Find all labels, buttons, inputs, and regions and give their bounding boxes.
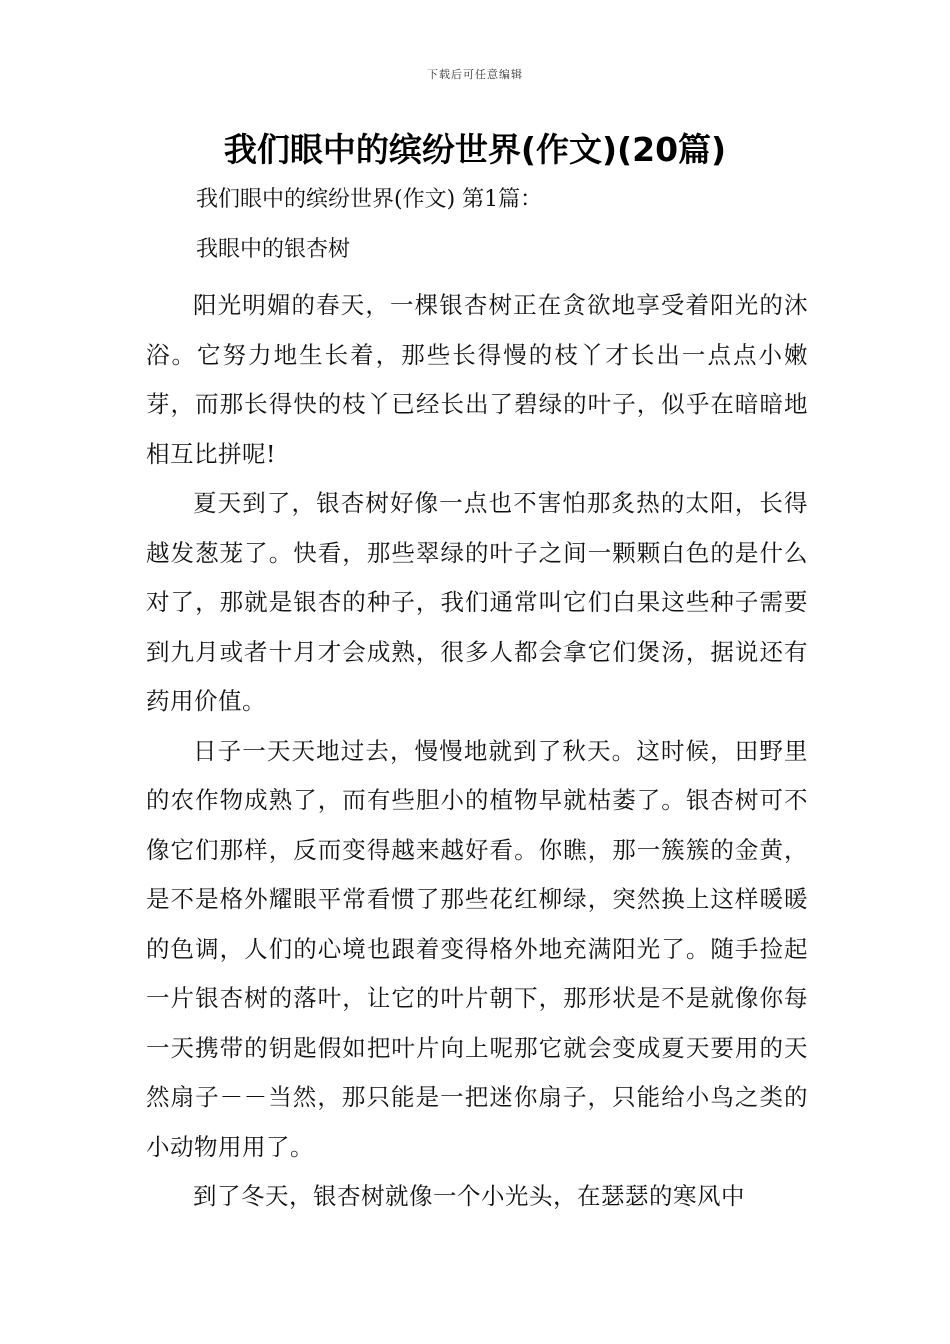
paragraph-winter: 到了冬天，银杏树就像一个小光头，在瑟瑟的寒风中: [193, 1182, 745, 1210]
paragraph-summer: 夏天到了，银杏树好像一点也不害怕那炙热的太阳，长得越发葱茏了。快看，那些翠绿的叶子之间一颗颗白色的是什么对了，那就是银杏的种子，我们通常叫它们白果这些种子需要到九月或者十月才会成熟，很多人都会拿它们煲汤，据说还有药用价值。: [146, 489, 808, 715]
paragraph-spring: 阳光明媚的春天，一棵银杏树正在贪欲地享受着阳光的沐浴。它努力地生长着，那些长得慢的枝丫才长出一点点小嫩芽，而那长得快的枝丫已经长出了碧绿的叶子，似乎在暗暗地相互比拼呢!: [146, 291, 808, 468]
document-title: 我们眼中的缤纷世界(作文)(20篇): [223, 130, 727, 169]
header-note: 下载后可任意编辑: [427, 68, 523, 81]
paragraph-autumn: 日子一天天地过去，慢慢地就到了秋天。这时候，田野里的农作物成熟了，而有些胆小的植物早就枯萎了。银杏树可不像它们那样，反而变得越来越好看。你瞧，那一簇簇的金黄，是不是格外耀眼平常看惯了那些花红柳绿，突然换上这样暖暖的色调，人们的心境也跟着变得格外地充满阳光了。随手捡起一片银杏树的落叶，让它的叶片朝下，那形状是不是就像你每一天携带的钥匙假如把叶片向上呢那它就会变成夏天要用的天然扇子－－当然，那只能是一把迷你扇子，只能给小鸟之类的小动物用用了。: [146, 736, 808, 1161]
article-subtitle: 我们眼中的缤纷世界(作文) 第1篇：: [196, 187, 543, 212]
section-heading: 我眼中的银杏树: [196, 237, 351, 262]
article-body: [146, 281, 808, 1222]
